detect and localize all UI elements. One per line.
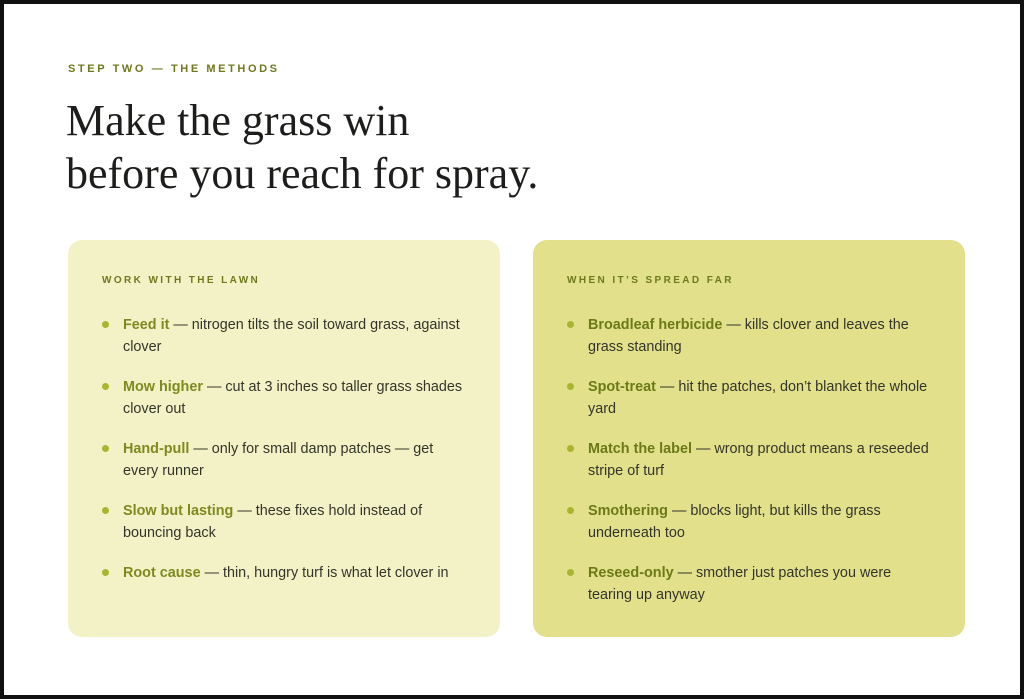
method-list	[102, 314, 470, 584]
page-title-line-1: Make the grass win	[66, 96, 410, 145]
card-heading: WORK WITH THE LAWN	[102, 275, 261, 286]
item-term: Mow higher	[123, 379, 203, 395]
bullet-dot-icon	[567, 445, 574, 452]
section-eyebrow: STEP TWO — THE METHODS	[68, 63, 280, 75]
list-item	[102, 500, 470, 544]
page-title-line-2: before you reach for spray.	[66, 149, 539, 198]
bullet-dot-icon	[567, 321, 574, 328]
card-when-spread-far	[533, 240, 965, 637]
list-item	[102, 438, 470, 482]
bullet-dot-icon	[567, 569, 574, 576]
bullet-dot-icon	[102, 321, 109, 328]
item-term: Hand-pull	[123, 441, 190, 457]
item-term: Feed it	[123, 317, 170, 333]
item-text: — blocks light, but kills the grass underneath too	[588, 503, 881, 541]
list-item	[567, 562, 935, 606]
item-text: — wrong product means a reseeded stripe of turf	[588, 441, 929, 479]
item-text: — these fixes hold instead of bouncing back	[123, 503, 423, 541]
item-text: — thin, hungry turf is what let clover in	[200, 565, 449, 581]
item-term: Smothering	[588, 503, 668, 519]
list-item	[567, 438, 935, 482]
item-term: Slow but lasting	[123, 503, 234, 519]
list-item	[102, 314, 470, 358]
list-item	[102, 562, 470, 584]
bullet-dot-icon	[102, 507, 109, 514]
item-text: — smother just patches you were tearing up anyway	[588, 565, 892, 603]
bullet-dot-icon	[102, 569, 109, 576]
method-list	[567, 314, 935, 606]
item-text: — only for small damp patches — get every runner	[123, 441, 434, 479]
item-text: — kills clover and leaves the grass standing	[588, 317, 909, 355]
bullet-dot-icon	[102, 383, 109, 390]
page-title	[66, 94, 538, 200]
list-item	[567, 500, 935, 544]
item-text: — nitrogen tilts the soil toward grass, against clover	[123, 317, 460, 355]
item-text: — hit the patches, don’t blanket the whole yard	[588, 379, 928, 417]
item-term: Reseed-only	[588, 565, 674, 581]
bullet-dot-icon	[567, 507, 574, 514]
item-text: — cut at 3 inches so taller grass shades clover out	[123, 379, 463, 417]
bullet-dot-icon	[567, 383, 574, 390]
card-work-with-the-lawn	[68, 240, 500, 637]
item-term: Match the label	[588, 441, 692, 457]
bullet-dot-icon	[102, 445, 109, 452]
item-term: Root cause	[123, 565, 201, 581]
list-item	[102, 376, 470, 420]
list-item	[567, 376, 935, 420]
list-item	[567, 314, 935, 358]
item-term: Broadleaf herbicide	[588, 317, 723, 333]
item-term: Spot-treat	[588, 379, 656, 395]
card-heading: WHEN IT’S SPREAD FAR	[567, 275, 734, 286]
